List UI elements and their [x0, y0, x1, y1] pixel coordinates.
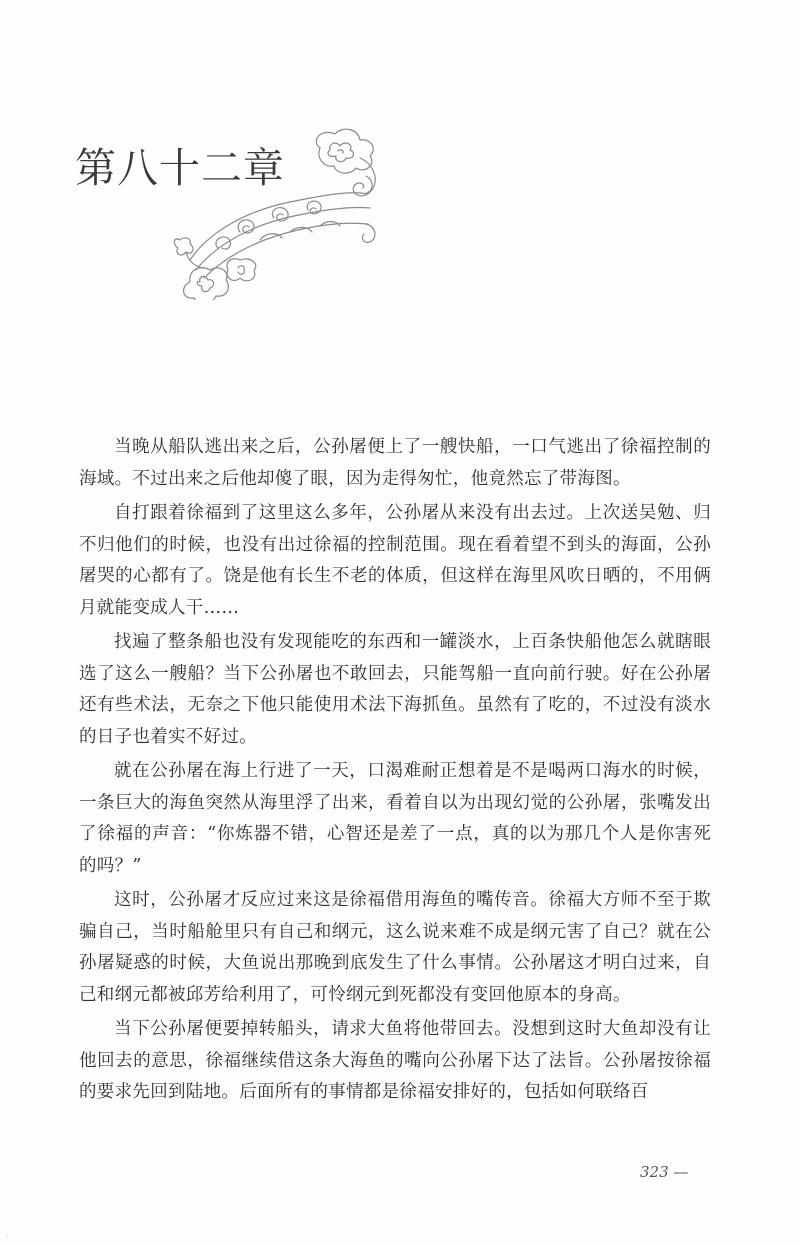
- paragraph: 找遍了整条船也没有发现能吃的东西和一罐淡水，上百条快船他怎么就瞎眼选了这么一艘船？当下公孙屠也不敢回去，只能驾船一直向前行驶。好在公孙屠还有些术法，无奈之下他只能使用术法下海抓鱼。虽然有了吃的，不过没有淡水的日子也着实不好过。: [79, 632, 711, 747]
- chapter-title: 第八十二章: [75, 144, 285, 192]
- chapter-header: [0, 0, 800, 320]
- chapter-body: [79, 432, 711, 1112]
- paragraph: 自打跟着徐福到了这里这么多年，公孙屠从来没有出去过。上次送吴勉、归不归他们的时候，也没有出过徐福的控制范围。现在看着望不到头的海面，公孙屠哭的心都有了。饶是他有长生不老的体质，但这样在海里风吹日晒的，不用俩月就能变成人干……: [79, 503, 711, 618]
- paragraph: 这时，公孙屠才反应过来这是徐福借用海鱼的嘴传音。徐福大方师不至于欺骗自己，当时船舱里只有自己和纲元，这么说来难不成是纲元害了自己？就在公孙屠疑惑的时候，大鱼说出那晚到底发生了什么事情。公孙屠这才明白过来，自己和纲元都被邱芳给利用了，可怜纲元到死都没有变回他原本的身高。: [79, 890, 711, 1005]
- paragraph: 当下公孙屠便要掉转船头，请求大鱼将他带回去。没想到这时大鱼却没有让他回去的意思，徐福继续借这条大海鱼的嘴向公孙屠下达了法旨。公孙屠按徐福的要求先回到陆地。后面所有的事情都是徐福安排好的，包括如何联络百: [79, 1019, 711, 1102]
- paragraph: 就在公孙屠在海上行进了一天，口渴难耐正想着是不是喝两口海水的时候，一条巨大的海鱼突然从海里浮了出来，看着自以为出现幻觉的公孙屠，张嘴发出了徐福的声音：“你炼器不错，心智还是差了一点，真的以为那几个人是你害死的吗？”: [79, 761, 711, 876]
- paragraph: 当晚从船队逃出来之后，公孙屠便上了一艘快船，一口气逃出了徐福控制的海域。不过出来之后他却傻了眼，因为走得匆忙，他竟然忘了带海图。: [79, 437, 711, 489]
- page-number: 323 —: [640, 1163, 689, 1181]
- auspicious-cloud-ornament-icon: [170, 120, 385, 300]
- scan-margin-mark: ·: [6, 1232, 9, 1241]
